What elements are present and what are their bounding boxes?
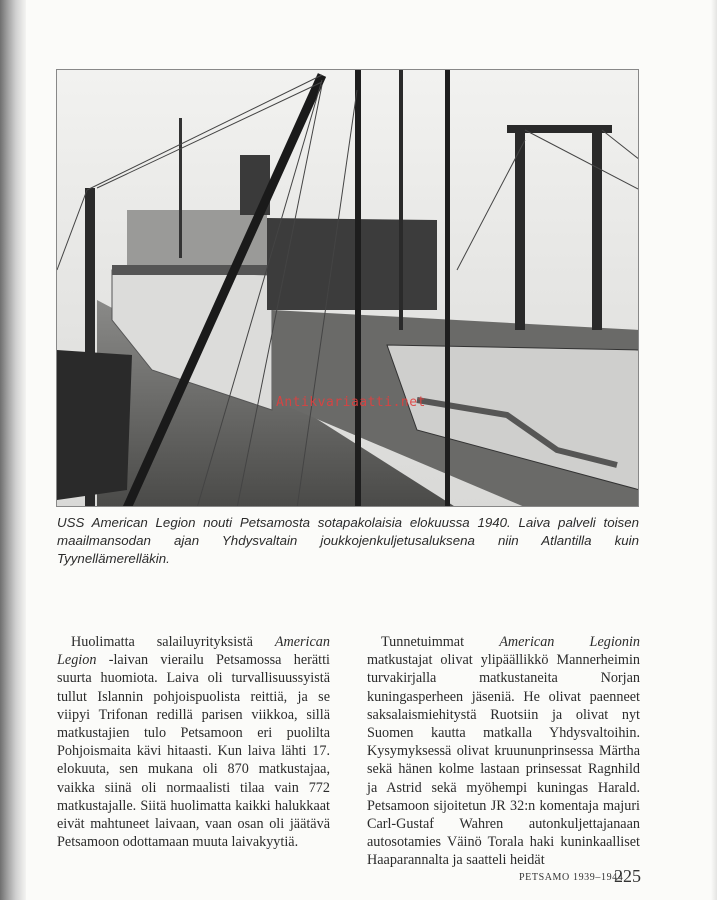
paragraph-text: matkustajat olivat ylipäällikkö Mannerheimin turvakirjalla matkustaneita Norjan kuningasperheen jäseniä. He olivat paenneet saksalaismiehitystä Ruotsiin ja olivat nyt Suomen kautta matkalla Yhdysvaltoihin. Kysymyksessä olivat kruununprinsessa Märtha sekä hänen kolme lastaan prinsessat Ragnhild ja Astrid sekä myöhempi kuningas Harald. Petsamoon sijoitetun JR 32:n komentaja majuri Carl-Gustaf Wahren autonkuljettajanaan autosotamies Väinö Torala haki kuninkaalliset Haaparannalta ja saatteli heidät: [367, 652, 640, 869]
book-binding-shadow: [0, 0, 26, 900]
mast: [179, 118, 182, 258]
watermark: Antikvariaatti.net: [276, 395, 426, 410]
running-title: PETSAMO 1939–1944: [519, 872, 624, 883]
paragraph-text: Tunnetuimmat: [381, 634, 500, 650]
mast: [399, 70, 403, 330]
mast: [355, 70, 361, 507]
mast: [85, 188, 95, 507]
paragraph: [57, 633, 330, 851]
paragraph-text: -laivan vierailu Petsamossa herätti suurta huomiota. Laiva oli turvallisuussyistä tullut Islannin pohjoispuolista reittiä, ja se viipyi Trifonan redillä parisen viikkoa, sillä matkustajien tulo Petsamoon eri puolilta Pohjoismaita kävi hitaasti. Kun laiva lähti 17. elokuuta, sen mukana oli 870 matkustajaa, vaikka siinä oli normaalisti tilaa vain 772 matkustajalle. Siitä huolimatta kaikki halukkaat eivät mahtuneet laivaan, vaan osan oli jäätävä Petsamoon odottamaan muuta laivakyytiä.: [57, 652, 330, 851]
ship-name-italic: American Legion: [57, 634, 330, 669]
kingpost: [515, 130, 525, 330]
paragraph-text: Huolimatta salailuyrityksistä: [71, 634, 275, 650]
paragraph: [367, 633, 640, 870]
text-column-right: [367, 633, 640, 870]
page-number: 225: [614, 866, 641, 886]
kingpost: [592, 130, 602, 330]
mast: [445, 70, 450, 507]
page-edge: [711, 0, 717, 900]
ship-photo-illustration: [57, 70, 639, 507]
photo-caption: USS American Legion nouti Petsamosta sotapakolaisia elokuussa 1940. Laiva palveli toisen maailmansodan ajan Yhdysvaltain joukkojenkuljetusaluksena niin Atlantilla kuin Tyynellämerelläkin.: [57, 515, 639, 566]
kingpost-crossbar: [507, 125, 612, 133]
ship-photograph: [56, 69, 639, 507]
liner-deck: [112, 265, 272, 275]
text-column-left: [57, 633, 330, 851]
ship-name-italic: American Legionin: [499, 634, 640, 650]
